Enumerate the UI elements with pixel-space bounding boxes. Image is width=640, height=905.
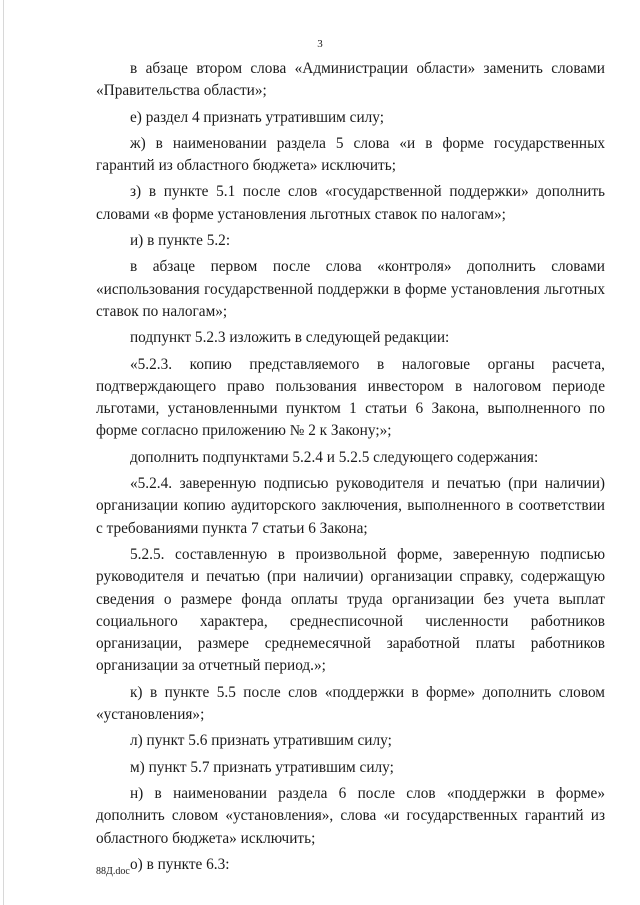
paragraph-13: л) пункт 5.6 признать утратившим силу; bbox=[130, 732, 392, 750]
footer-filename: 88Д.doc bbox=[96, 866, 130, 877]
paragraph-11: 5.2.5. составленную в произвольной форме, заверенную подписью руководителя и печатью (при наличии) организации справку, содержащую сведения о размере фонда оплаты труда организации без учета выплат социального характера, среднесписочной численности работников организации, размере среднемесячной заработной платы работников организации за отчетный период.»; bbox=[96, 545, 605, 675]
paragraph-2: е) раздел 4 признать утратившим силу; bbox=[130, 108, 384, 126]
paragraph-9: дополнить подпунктами 5.2.4 и 5.2.5 следующего содержания: bbox=[130, 448, 539, 466]
scan-edge bbox=[3, 0, 4, 905]
paragraph-16: о) в пункте 6.3: bbox=[130, 855, 230, 873]
paragraph-1: в абзаце втором слова «Администрации области» заменить словами «Правительства области»; bbox=[96, 60, 605, 100]
paragraph-12: к) в пункте 5.5 после слов «поддержки в форме» дополнить словом «установления»; bbox=[96, 683, 605, 724]
paragraph-5: и) в пункте 5.2: bbox=[130, 232, 231, 250]
paragraph-6: в абзаце первом после слова «контроля» дополнить словами «использования государственной поддержки в форме установления льготных ставок по налогам»; bbox=[96, 258, 605, 320]
document-body bbox=[96, 58, 605, 880]
paragraph-4: з) в пункте 5.1 после слов «государственной поддержки» дополнить словами «в форме установления льготных ставок по налогам»; bbox=[96, 183, 605, 223]
paragraph-3: ж) в наименовании раздела 5 слова «и в форме государственных гарантий из областного бюджета» исключить; bbox=[96, 134, 605, 175]
paragraph-10: «5.2.4. заверенную подписью руководителя и печатью (при наличии) организации копию аудиторского заключения, выполненного в соответствии с требованиями пункта 7 статьи 6 Закона; bbox=[96, 475, 605, 537]
paragraph-14: м) пункт 5.7 признать утратившим силу; bbox=[130, 758, 394, 776]
paragraph-8: «5.2.3. копию представляемого в налоговые органы расчета, подтверждающего право пользования инвестором в налоговом периоде льготами, установленными пунктом 1 статьи 6 Закона, выполненного по форме согласно приложению № 2 к Закону;»; bbox=[96, 355, 605, 440]
paragraph-7: подпункт 5.2.3 изложить в следующей редакции: bbox=[130, 329, 450, 347]
paragraph-15: н) в наименовании раздела 6 после слов «поддержки в форме» дополнить словом «установления», слова «и государственных гарантий из областного бюджета» исключить; bbox=[96, 784, 605, 847]
page-number: 3 bbox=[317, 38, 323, 50]
